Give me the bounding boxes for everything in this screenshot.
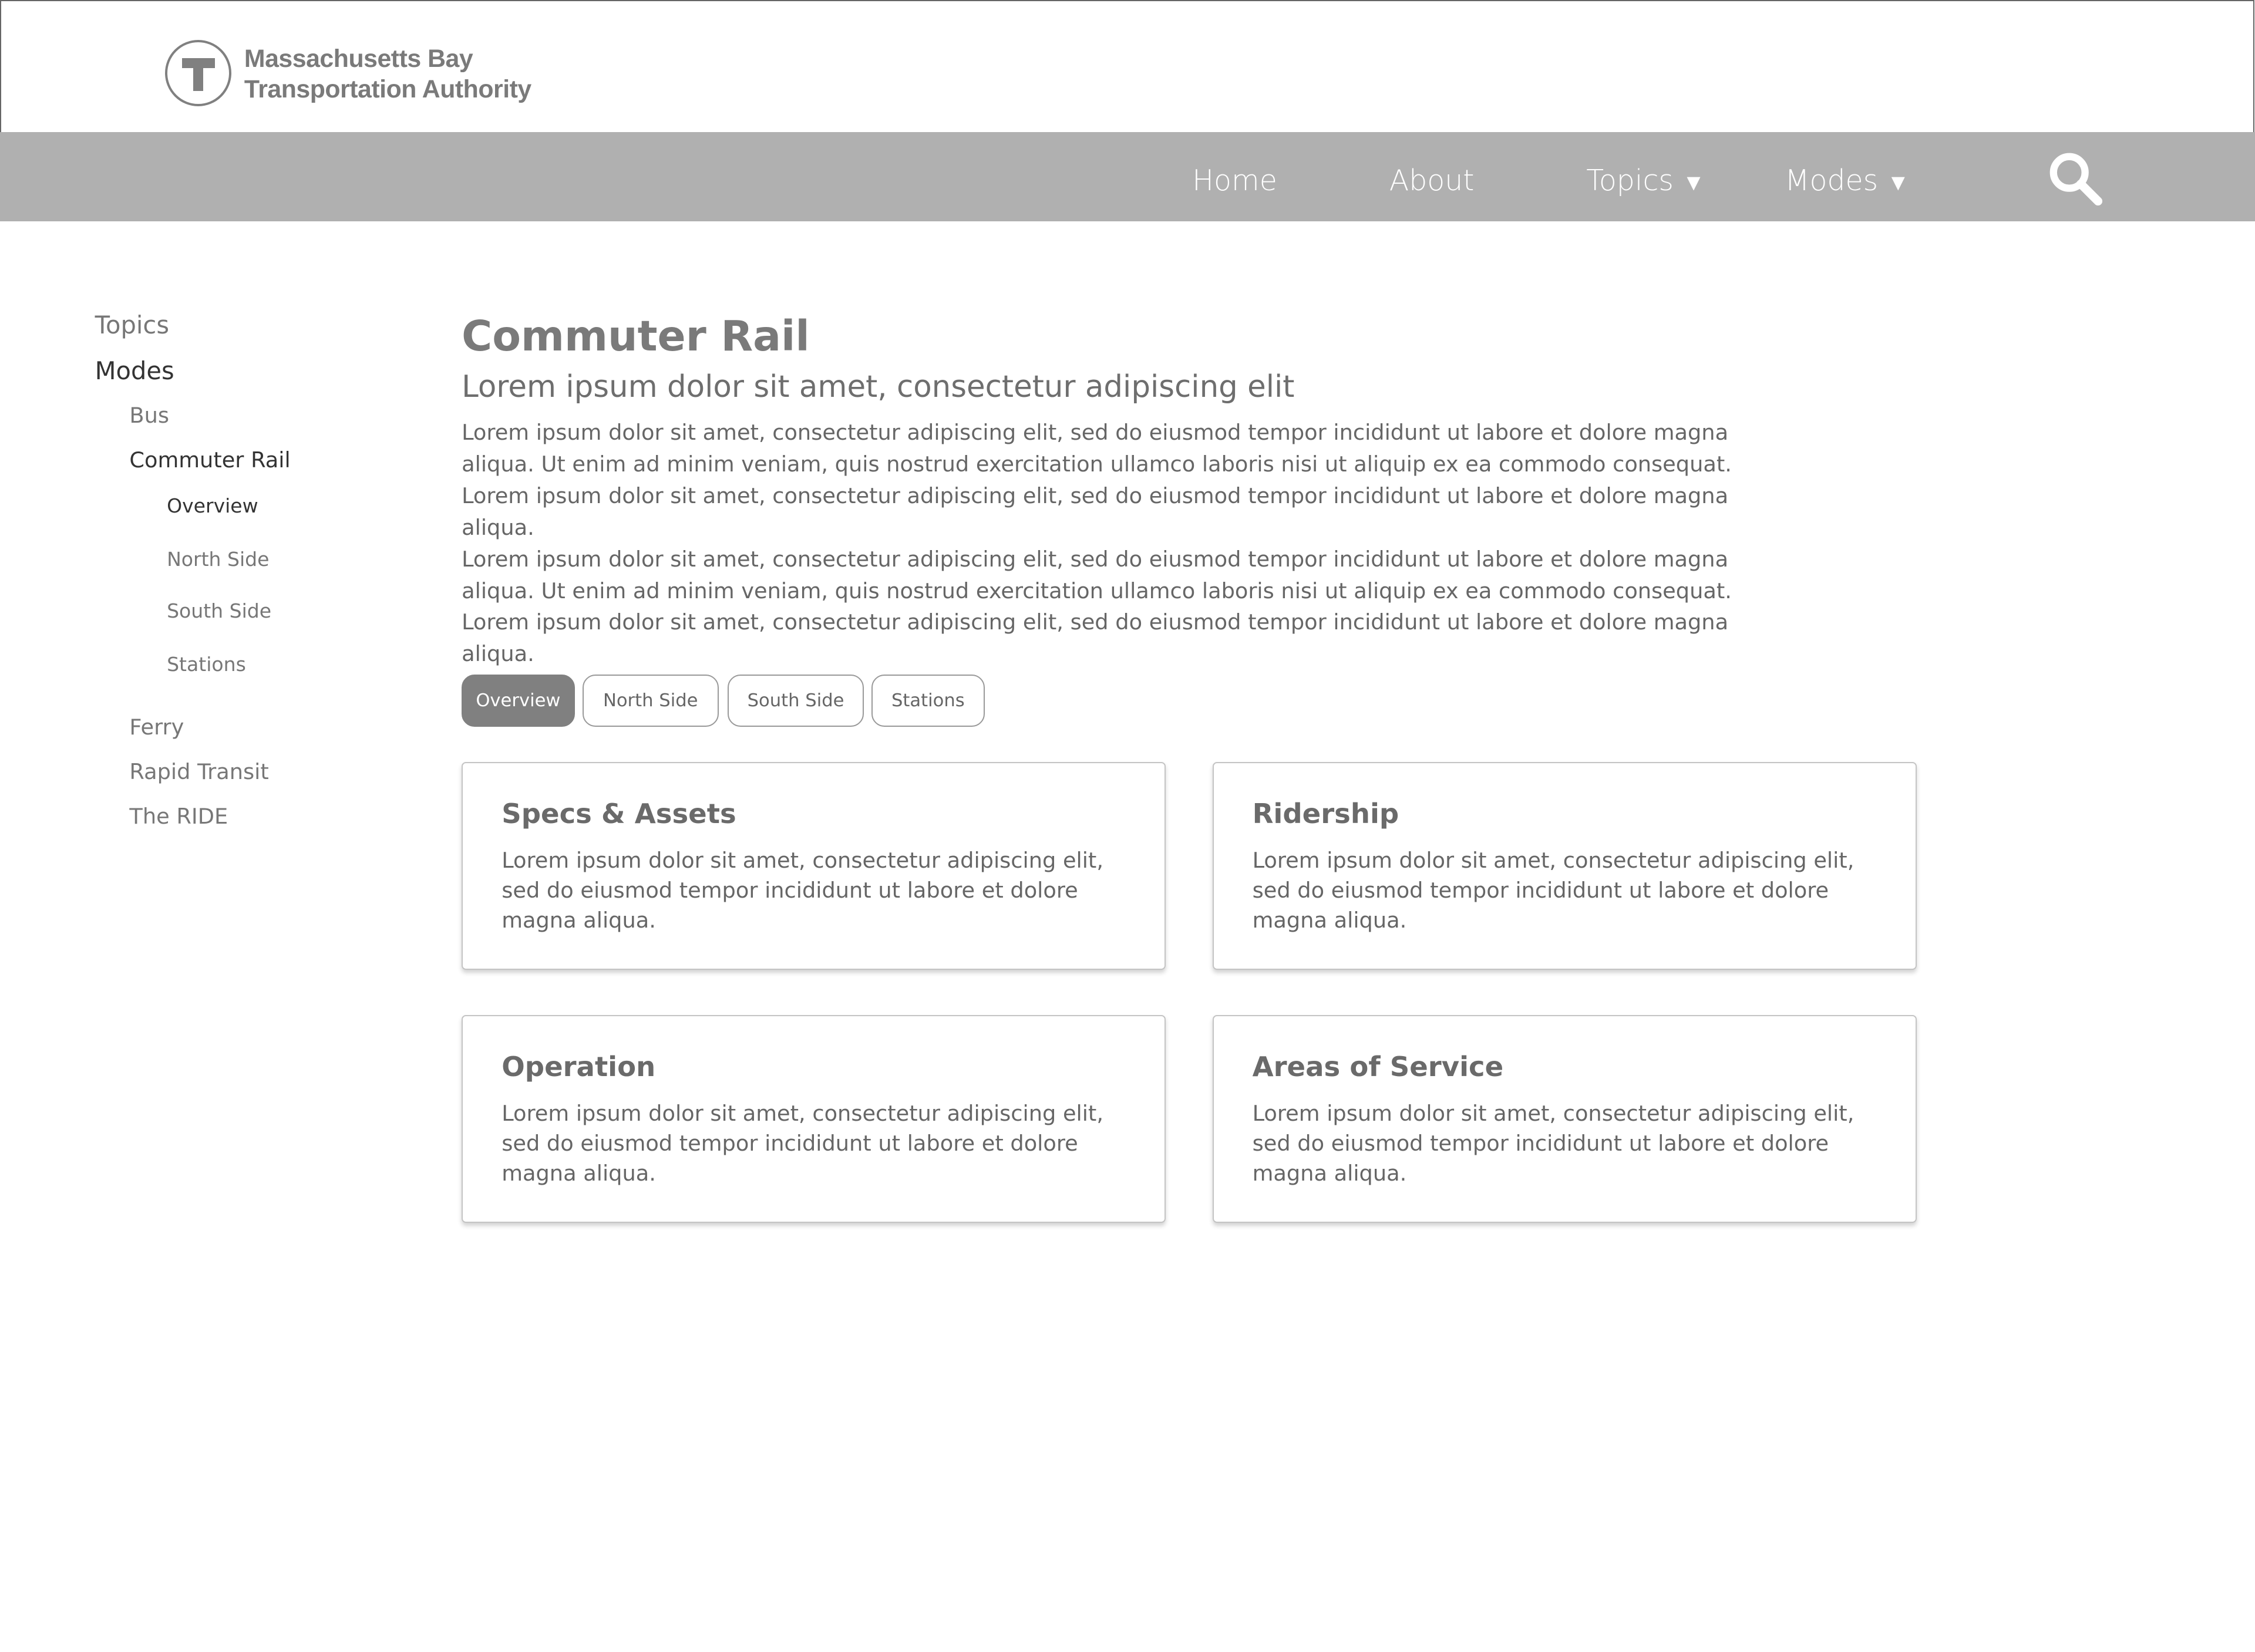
card-body: Lorem ipsum dolor sit amet, consectetur adipiscing elit, sed do eiusmod tempor incididunt ut labore et dolore magna aliqua. [502,1100,1104,1186]
nav-about[interactable]: About [1389,164,1475,198]
sidebar-item-topics[interactable]: Topics [95,310,170,339]
intro-paragraph: Lorem ipsum dolor sit amet, consectetur adipiscing elit, sed do eiusmod tempor incididunt ut labore et dolore magna aliqua. Ut enim ad minim veniam, quis nostrud exercitation ullamco laboris nisi ut aliquip ex ea commodo consequat. Lorem ipsum dolor sit amet, consectetur adipiscing elit, sed do eiusmod tempor incididunt ut labore et dolore magna aliqua. [462,546,1732,667]
card-title: Ridership [1252,797,1399,830]
mbta-logo-icon[interactable] [165,40,231,106]
nav-modes-label: Modes [1785,164,1879,198]
tab-stations[interactable]: Stations [871,675,985,727]
page-subtitle: Lorem ipsum dolor sit amet, consectetur adipiscing elit [462,369,1295,405]
tab-south-side[interactable]: South Side [728,675,864,727]
logo-t-stem [193,67,203,92]
logo-line-2: Transportation Authority [244,75,531,103]
nav-home[interactable]: Home [1192,164,1277,198]
nav-topics-label: Topics [1586,164,1674,198]
card-body: Lorem ipsum dolor sit amet, consectetur adipiscing elit, sed do eiusmod tempor incididunt ut labore et dolore magna aliqua. [1252,1100,1855,1186]
sidebar-item-ferry[interactable]: Ferry [129,714,184,740]
sidebar-item-modes[interactable]: Modes [95,356,174,386]
triangle-down-icon: ▼ [1682,170,1705,197]
sidebar-item-rapid-transit[interactable]: Rapid Transit [129,759,269,785]
sidebar-item-the-ride[interactable]: The RIDE [129,803,228,829]
sidebar-item-stations[interactable]: Stations [167,652,246,676]
tab-north-side[interactable]: North Side [583,675,719,727]
nav-topics[interactable] [1586,164,1705,201]
sidebar-item-commuter-rail[interactable]: Commuter Rail [129,447,291,473]
sidebar-item-south-side[interactable]: South Side [167,599,272,623]
nav-modes[interactable] [1785,164,1909,201]
intro-paragraph: Lorem ipsum dolor sit amet, consectetur adipiscing elit, sed do eiusmod tempor incididunt ut labore et dolore magna aliqua. Ut enim ad minim veniam, quis nostrud exercitation ullamco laboris nisi ut aliquip ex ea commodo consequat. Lorem ipsum dolor sit amet, consectetur adipiscing elit, sed do eiusmod tempor incididunt ut labore et dolore magna aliqua. [462,420,1732,540]
sidebar-item-bus[interactable]: Bus [129,402,169,428]
card-specs-assets[interactable] [462,762,1166,970]
tab-overview[interactable]: Overview [462,675,575,727]
search-icon[interactable] [2048,151,2102,205]
card-title: Specs & Assets [502,797,736,830]
card-title: Areas of Service [1252,1050,1504,1083]
card-title: Operation [502,1050,656,1083]
card-areas-of-service[interactable] [1213,1015,1917,1223]
triangle-down-icon: ▼ [1886,170,1910,197]
logo-line-1: Massachusetts Bay [244,45,473,73]
sidebar-item-overview[interactable]: Overview [167,494,258,518]
card-body: Lorem ipsum dolor sit amet, consectetur adipiscing elit, sed do eiusmod tempor incididunt ut labore et dolore magna aliqua. [1252,847,1855,933]
card-operation[interactable] [462,1015,1166,1223]
card-body: Lorem ipsum dolor sit amet, consectetur adipiscing elit, sed do eiusmod tempor incididunt ut labore et dolore magna aliqua. [502,847,1104,933]
logo-text[interactable] [244,44,531,104]
site-header [0,0,2254,132]
nav-bar [0,132,2255,221]
sidebar-item-north-side[interactable]: North Side [167,548,270,571]
card-ridership[interactable] [1213,762,1917,970]
page-title: Commuter Rail [462,312,810,361]
